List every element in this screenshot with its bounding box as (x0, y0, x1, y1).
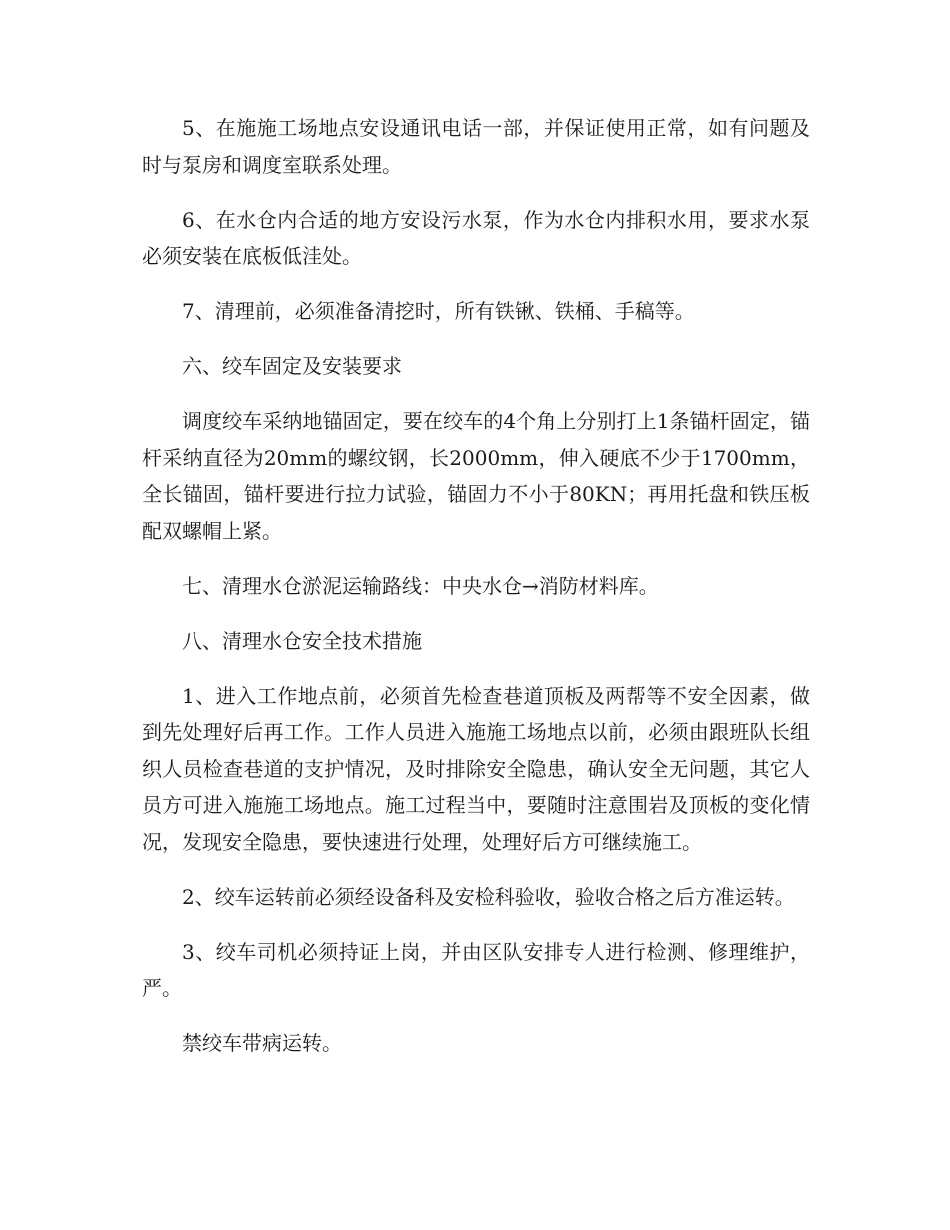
paragraph-safety-3-continued: 禁绞车带病运转。 (182, 1031, 342, 1055)
paragraph-safety-2: 2、绞车运转前必须经设备科及安检科验收，验收合格之后方准运转。 (182, 884, 795, 909)
section-heading-7: 七、清理水仓淤泥运输路线：中央水仓→消防材料库。 (182, 573, 659, 598)
paragraph-item-6: 6、在水仓内合适的地方安设污水泵，作为水仓内排积水用，要求水泵必须安装在底板低洼处。 (142, 207, 810, 268)
paragraph-safety-1: 1、进入工作地点前，必须首先检查巷道顶板及两帮等不安全因素，做到先处理好后再工作。工作人员进入施施工场地点以前，必须由跟班队长组织人员检查巷道的支护情况，及时排除安全隐患，确认安全无问题，其它人员方可进入施施工场地点。施工过程当中，要随时注意围岩及顶板的变化情况，发现安全隐患，要快速进行处理，处理好后方可继续施工。 (142, 683, 810, 854)
section-heading-8: 八、清理水仓安全技术措施 (182, 628, 422, 653)
section-heading-6: 六、绞车固定及安装要求 (182, 354, 402, 378)
paragraph-winch-anchoring: 调度绞车采纳地锚固定，要在绞车的4个角上分别打上1条锚杆固定，锚杆采纳直径为20mm的螺纹钢，长2000mm，伸入硬底不少于1700mm，全长锚固，锚杆要进行拉力试验，锚固力不小于80KN；再用托盘和铁压板配双螺帽上紧。 (142, 409, 810, 543)
paragraph-safety-3: 3、绞车司机必须持证上岗，并由区队安排专人进行检测、修理维护，严。 (142, 939, 810, 1000)
paragraph-item-5: 5、在施施工场地点安设通讯电话一部，并保证使用正常，如有问题及时与泵房和调度室联系处理。 (142, 116, 810, 177)
document-body (142, 110, 810, 1080)
paragraph-item-7: 7、清理前，必须准备清挖时，所有铁锹、铁桶、手稿等。 (182, 299, 695, 323)
